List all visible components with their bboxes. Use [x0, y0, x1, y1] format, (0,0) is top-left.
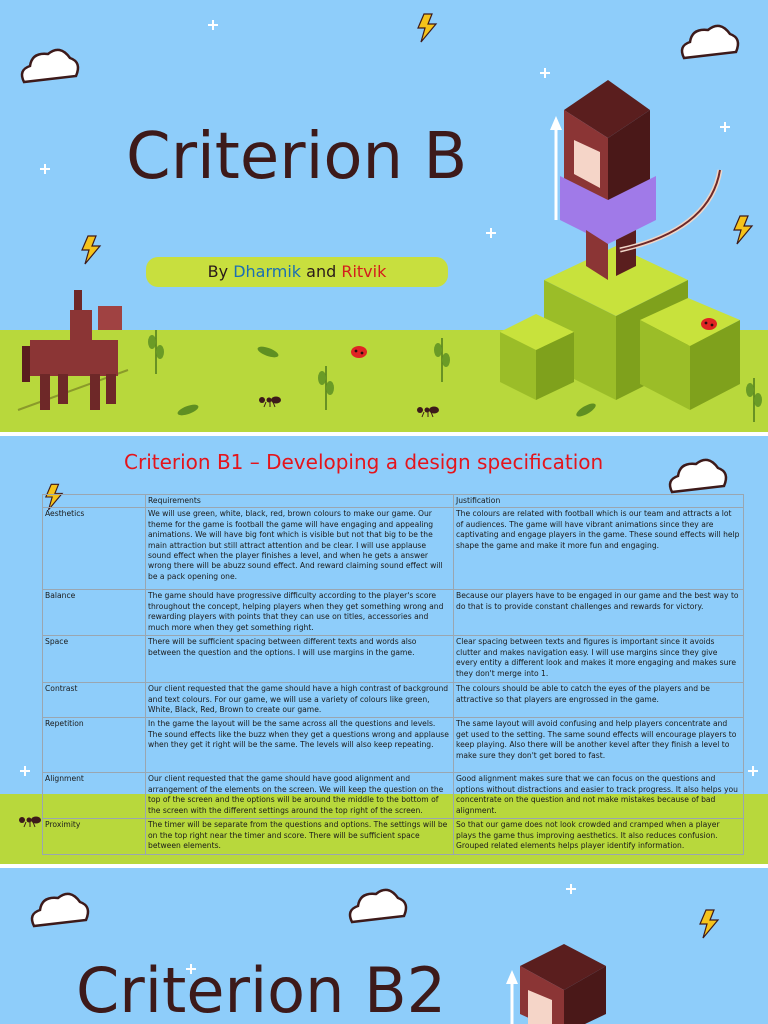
sparkle-icon — [540, 68, 550, 78]
leaf-icon — [574, 404, 598, 416]
lightning-icon — [698, 910, 720, 938]
design-spec-table — [42, 494, 744, 855]
plant-icon — [316, 366, 336, 410]
byline — [146, 257, 448, 287]
header-cell-blank — [43, 495, 146, 508]
ant-icon — [258, 392, 282, 408]
author-dharmik: Dharmik — [233, 262, 302, 281]
section-title: Criterion B1 – Developing a design specification — [124, 450, 604, 474]
plant-icon — [146, 330, 166, 374]
table-row — [43, 683, 744, 718]
justification-cell: The colours are related with football which is our team and attracts a lot of audiences. The game will have vibrant animations since they are captivating and engage players in the game. These sound effects will help shape the game and make it more fun and engaging. — [454, 508, 744, 590]
horse-icon — [18, 290, 128, 420]
requirement-cell: Our client requested that the game should have good alignment and arrangement of the elements on the screen. We will keep the question on the top of the screen and the options will be around the middle to the bottom of the screen with the different settings around the top right of the screen. — [146, 773, 454, 819]
sparkle-icon — [20, 766, 30, 776]
sparkle-icon — [566, 884, 576, 894]
justification-cell: Clear spacing between texts and figures is important since it avoids clutter and makes navigation easy. I will use margins since they give every entity a different look and makes it more engaging and makes sure they don't merge into 1. — [454, 636, 744, 683]
lightning-icon — [80, 236, 102, 264]
header-cell-requirements: Requirements — [146, 495, 454, 508]
cloud-icon — [344, 884, 408, 936]
byline-conjunction: and — [301, 262, 342, 281]
ant-icon — [18, 812, 42, 828]
design-spec-slide — [0, 436, 768, 864]
table-row — [43, 508, 744, 590]
ant-icon — [416, 402, 440, 418]
cloud-icon — [16, 44, 80, 96]
row-label: Aesthetics — [43, 508, 146, 590]
row-label: Space — [43, 636, 146, 683]
ladybug-icon — [700, 316, 718, 330]
row-label: Contrast — [43, 683, 146, 718]
row-label: Proximity — [43, 819, 146, 855]
criterion-b2-slide — [0, 868, 768, 1024]
cloud-icon — [26, 888, 90, 940]
justification-cell: The same layout will avoid confusing and help players concentrate and get used to the setting. The same sound effects will encourage players to keep playing. Also there will be another kevel after they finish a level to make sure they don't get bored to fast. — [454, 718, 744, 773]
archer-icon — [500, 80, 740, 410]
cloud-icon — [676, 20, 740, 72]
justification-cell: Because our players have to be engaged in our game and the best way to do that is to provide constant challenges and rewards for victory. — [454, 590, 744, 636]
requirement-cell: In the game the layout will be the same across all the questions and levels. The sound effects like the buzz when they get a questions wrong and applause when they get it right will be the same. The levels will also keep repeating. — [146, 718, 454, 773]
ladybug-icon — [350, 344, 368, 358]
table-header-row — [43, 495, 744, 508]
justification-cell: Good alignment makes sure that we can focus on the questions and options without distractions and easier to track progress. It also helps you concentrate on the question and not make mistakes because of bad alignment. — [454, 773, 744, 819]
lightning-icon — [416, 14, 438, 42]
justification-cell: So that our game does not look crowded and cramped when a player plays the game thus improving aesthetics. It also reduces confusion. Grouped related elements helps player identify information. — [454, 819, 744, 855]
author-ritvik: Ritvik — [341, 262, 387, 281]
sparkle-icon — [208, 20, 218, 30]
row-label: Alignment — [43, 773, 146, 819]
table-row — [43, 718, 744, 773]
row-label: Balance — [43, 590, 146, 636]
table-row — [43, 636, 744, 683]
leaf-icon — [256, 346, 280, 358]
slide-title-b2: Criterion B2 — [76, 954, 447, 1024]
leaf-icon — [176, 404, 200, 416]
sparkle-icon — [40, 164, 50, 174]
justification-cell: The colours should be able to catch the eyes of the players and be attractive so that players are engrossed in the game. — [454, 683, 744, 718]
table-row — [43, 773, 744, 819]
plant-icon — [432, 338, 452, 382]
plant-icon — [744, 378, 764, 422]
requirement-cell: Our client requested that the game should have a high contrast of background and text colours. For our game, we will use a variety of colours like green, White, Black, Red, Brown to create our game. — [146, 683, 454, 718]
requirement-cell: The game should have progressive difficulty according to the player's score throughout the concept, helping players when they get something wrong and rewarding players with points that they can use on titles, accessories and much more when they get something right. — [146, 590, 454, 636]
sparkle-icon — [486, 228, 496, 238]
requirement-cell: There will be sufficient spacing between different texts and words also between the question and the options. I will use margins in the game. — [146, 636, 454, 683]
table-row — [43, 590, 744, 636]
title-slide — [0, 0, 768, 432]
byline-prefix: By — [207, 262, 234, 281]
requirement-cell: The timer will be separate from the questions and options. The settings will be on the top right near the timer and score. There will be sufficient space between elements. — [146, 819, 454, 855]
header-cell-justification: Justification — [454, 495, 744, 508]
requirement-cell: We will use green, white, black, red, brown colours to make our game. Our theme for the game is football the game will have engaging and appealing animations. We will have big font which is visible but not that big to be the main attraction but still attract attention and be clear. I will use applause sound effect when the player finishes a level, and when he gets a answer wrong there will be abuzz sound effect. And reward claiming sound effect will be a pack opening one. — [146, 508, 454, 590]
row-label: Repetition — [43, 718, 146, 773]
archer-icon — [500, 944, 640, 1024]
table-row — [43, 819, 744, 855]
sparkle-icon — [748, 766, 758, 776]
slide-title: Criterion B — [126, 120, 468, 194]
